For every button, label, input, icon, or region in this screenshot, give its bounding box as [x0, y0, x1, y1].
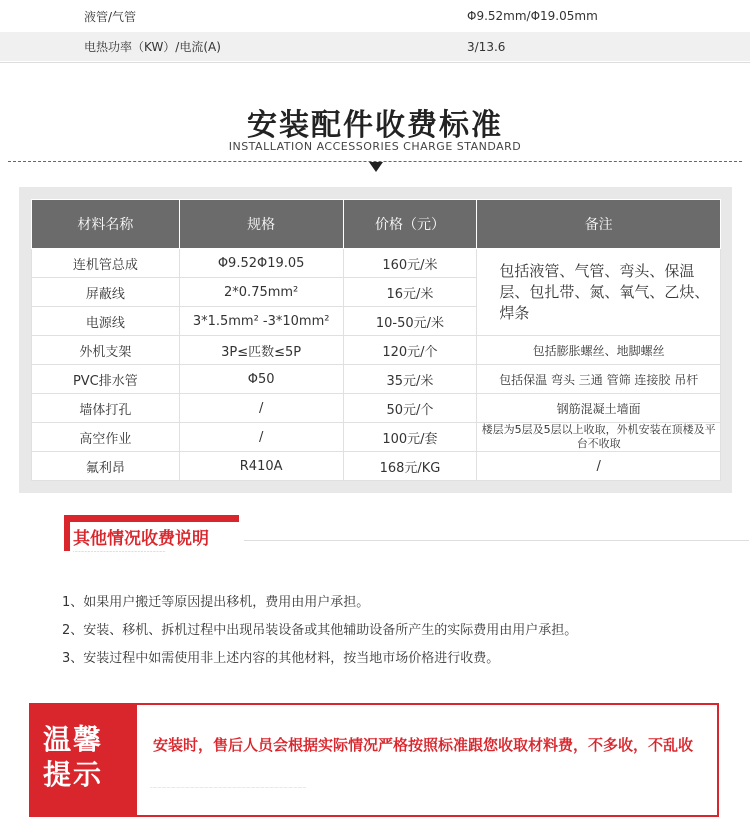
- other-charges-list: [62, 593, 577, 677]
- cell-price: 168元/KG: [343, 452, 477, 481]
- tip-title: 温馨提示: [43, 723, 104, 791]
- spec-value: 3/13.6: [467, 39, 506, 54]
- cell-price: 100元/套: [343, 423, 477, 452]
- spec-table: [0, 0, 750, 61]
- cell-note: 包括保温 弯头 三通 管筛 连接胶 吊杆: [477, 365, 721, 394]
- decorative-fine-print: ···························································································································: [150, 785, 307, 790]
- table-row: [32, 394, 721, 423]
- cell-material: 屏蔽线: [32, 278, 180, 307]
- cell-price: 50元/个: [343, 394, 477, 423]
- table-row: [32, 336, 721, 365]
- spec-value: Φ9.52mm/Φ19.05mm: [467, 9, 598, 23]
- cell-material: 氟利昂: [32, 452, 180, 481]
- other-charges-title: 其他情况收费说明: [73, 529, 209, 549]
- tip-text: 安装时，售后人员会根据实际情况严格按照标准跟您收取材料费，不多收，不乱收: [153, 736, 694, 754]
- list-item: 2、安装、移机、拆机过程中出现吊装设备或其他辅助设备所产生的实际费用由用户承担。: [62, 623, 578, 638]
- col-header-price: 价格（元）: [343, 200, 477, 249]
- col-header-material: 材料名称: [32, 200, 180, 249]
- cell-material: 电源线: [32, 307, 180, 336]
- table-header-row: [32, 200, 721, 249]
- charge-table-panel: [19, 187, 732, 493]
- cell-material: PVC排水管: [32, 365, 180, 394]
- spec-label: 电热功率（KW）/电流(A): [84, 40, 221, 54]
- table-row: [32, 452, 721, 481]
- cell-spec: 2*0.75mm²: [179, 278, 343, 307]
- table-row: [32, 423, 721, 452]
- col-header-spec: 规格: [179, 200, 343, 249]
- section-subtitle: INSTALLATION ACCESSORIES CHARGE STANDARD: [228, 140, 522, 153]
- cell-material: 外机支架: [32, 336, 180, 365]
- cell-note: 楼层为5层及5层以上收取，外机安装在顶楼及平台不收取: [477, 423, 721, 452]
- divider: [0, 62, 750, 63]
- cell-note: /: [477, 452, 721, 481]
- cell-material: 连机管总成: [32, 249, 180, 278]
- spec-row: [0, 0, 750, 32]
- cell-spec: /: [179, 423, 343, 452]
- cell-spec: /: [179, 394, 343, 423]
- list-item: 3、安装过程中如需使用非上述内容的其他材料，按当地市场价格进行收费。: [62, 651, 500, 666]
- cell-note: 钢筋混凝土墙面: [477, 394, 721, 423]
- charge-table: [31, 199, 721, 481]
- cell-price: 16元/米: [343, 278, 477, 307]
- cell-price: 10-50元/米: [343, 307, 477, 336]
- cell-material: 墙体打孔: [32, 394, 180, 423]
- triangle-down-icon: [369, 162, 383, 172]
- cell-price: 120元/个: [343, 336, 477, 365]
- cell-spec: 3P≤匹数≤5P: [179, 336, 343, 365]
- table-row: [32, 365, 721, 394]
- section-title: 安装配件收费标准: [247, 108, 503, 143]
- decorative-fine-print: ·······························································: [73, 549, 166, 554]
- cell-note-merged: 包括液管、气管、弯头、保温层、包扎带、氮、氧气、乙炔、焊条: [477, 249, 721, 336]
- cell-spec: 3*1.5mm² -3*10mm²: [179, 307, 343, 336]
- spec-row: [0, 32, 750, 61]
- cell-spec: Φ50: [179, 365, 343, 394]
- spec-label: 液管/气管: [84, 9, 137, 24]
- table-row: [32, 249, 721, 278]
- cell-spec: Φ9.52Φ19.05: [179, 249, 343, 278]
- cell-material: 高空作业: [32, 423, 180, 452]
- divider: [244, 540, 749, 541]
- cell-note: 包括膨胀螺丝、地脚螺丝: [477, 336, 721, 365]
- cell-spec: R410A: [179, 452, 343, 481]
- col-header-note: 备注: [477, 200, 721, 249]
- cell-price: 160元/米: [343, 249, 477, 278]
- cell-price: 35元/米: [343, 365, 477, 394]
- list-item: 1、如果用户搬迁等原因提出移机，费用由用户承担。: [62, 595, 370, 610]
